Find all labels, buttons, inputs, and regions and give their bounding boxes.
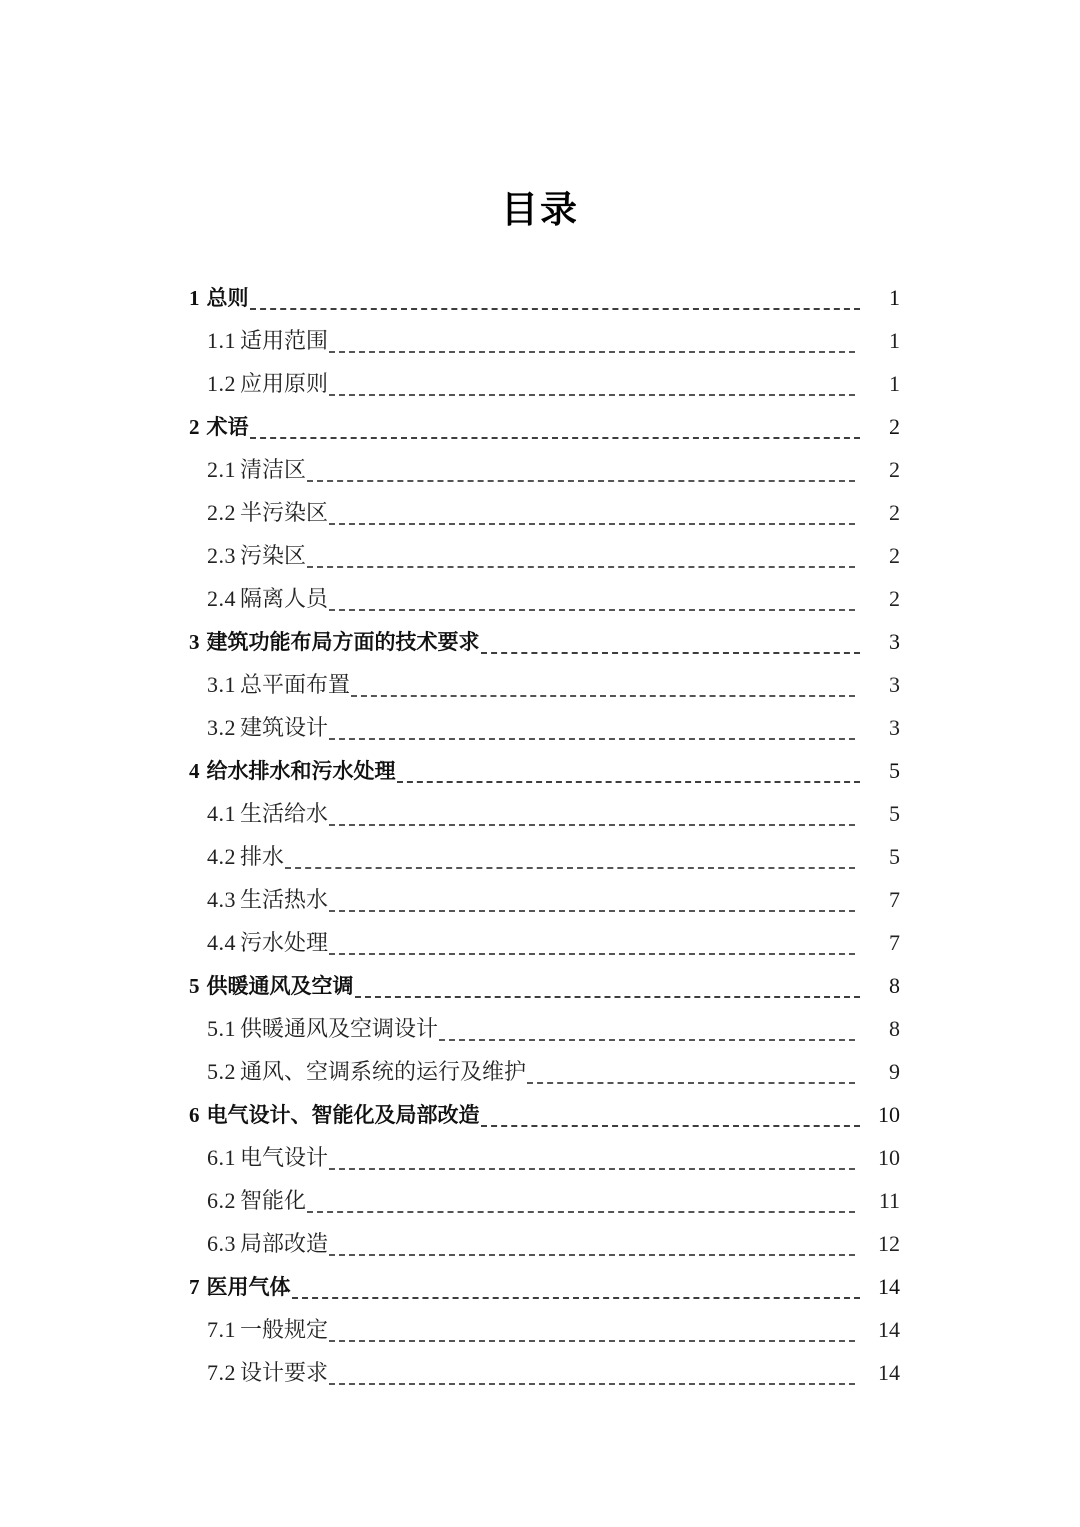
toc-entry-text bbox=[207, 1360, 328, 1386]
toc-leader-dots bbox=[307, 566, 855, 567]
toc-leader-dots bbox=[285, 867, 855, 868]
toc-entry-text bbox=[189, 1274, 291, 1300]
toc-entry-page-number: 2 bbox=[889, 414, 900, 439]
toc-entry-number: 2 bbox=[189, 415, 200, 439]
toc-entry[interactable] bbox=[0, 543, 1080, 586]
toc-entry-label: 局部改造 bbox=[240, 1231, 329, 1256]
toc-entry-number: 6.3 bbox=[207, 1231, 236, 1256]
toc-entry-page-number: 14 bbox=[878, 1317, 900, 1342]
toc-entry-label: 生活热水 bbox=[240, 887, 329, 912]
toc-leader-dots bbox=[355, 996, 861, 997]
toc-entry-text bbox=[207, 844, 284, 870]
toc-entry[interactable] bbox=[0, 1016, 1080, 1059]
toc-entry-number: 1.2 bbox=[207, 371, 236, 396]
toc-entry-label: 设计要求 bbox=[240, 1360, 329, 1385]
toc-entry-page-number: 14 bbox=[878, 1360, 900, 1385]
toc-entry-label: 给水排水和污水处理 bbox=[206, 759, 396, 783]
toc-leader-dots bbox=[351, 695, 855, 696]
toc-entry-label: 适用范围 bbox=[240, 328, 329, 353]
toc-entry-number: 1.1 bbox=[207, 328, 236, 353]
toc-entry[interactable] bbox=[0, 1188, 1080, 1231]
toc-entry[interactable] bbox=[0, 1360, 1080, 1403]
toc-entry-label: 电气设计 bbox=[240, 1145, 329, 1170]
toc-entry-text bbox=[207, 543, 306, 569]
toc-entry-label: 术语 bbox=[206, 415, 249, 439]
toc-entry[interactable] bbox=[0, 758, 1080, 801]
toc-entry[interactable] bbox=[0, 285, 1080, 328]
toc-entry[interactable] bbox=[0, 887, 1080, 930]
toc-leader-dots bbox=[329, 953, 855, 954]
toc-entry-page-number: 7 bbox=[889, 930, 900, 955]
toc-entry-text bbox=[207, 1059, 526, 1085]
toc-entry-text bbox=[207, 1231, 328, 1257]
toc-entry[interactable] bbox=[0, 672, 1080, 715]
toc-entry-text bbox=[207, 672, 350, 698]
toc-entry-number: 3 bbox=[189, 630, 200, 654]
toc-entry-label: 生活给水 bbox=[240, 801, 329, 826]
toc-leader-dots bbox=[307, 1211, 855, 1212]
toc-entry-text bbox=[207, 586, 328, 612]
toc-entry-number: 7.2 bbox=[207, 1360, 236, 1385]
toc-entry[interactable] bbox=[0, 328, 1080, 371]
toc-entry-label: 供暖通风及空调设计 bbox=[240, 1016, 439, 1041]
toc-leader-dots bbox=[329, 1340, 855, 1341]
toc-entry[interactable] bbox=[0, 500, 1080, 543]
toc-entry-text bbox=[207, 715, 328, 741]
toc-entry-text bbox=[207, 328, 328, 354]
toc-entry-number: 2.4 bbox=[207, 586, 236, 611]
toc-entry[interactable] bbox=[0, 1145, 1080, 1188]
toc-entry-label: 污染区 bbox=[240, 543, 307, 568]
toc-leader-dots bbox=[329, 523, 855, 524]
toc-entry[interactable] bbox=[0, 629, 1080, 672]
toc-entry-label: 应用原则 bbox=[240, 371, 329, 396]
toc-entry-number: 4.4 bbox=[207, 930, 236, 955]
toc-entry[interactable] bbox=[0, 715, 1080, 758]
toc-entry-page-number: 10 bbox=[878, 1145, 900, 1170]
toc-entry-number: 5.1 bbox=[207, 1016, 236, 1041]
toc-entry[interactable] bbox=[0, 371, 1080, 414]
toc-entry-label: 建筑功能布局方面的技术要求 bbox=[206, 630, 480, 654]
toc-entry-page-number: 3 bbox=[889, 629, 900, 654]
toc-entry-label: 总则 bbox=[206, 286, 249, 310]
toc-entry[interactable] bbox=[0, 586, 1080, 629]
toc-entry-number: 2.2 bbox=[207, 500, 236, 525]
toc-entry-text bbox=[189, 629, 480, 655]
toc-entry-label: 供暖通风及空调 bbox=[206, 974, 354, 998]
toc-entry-label: 清洁区 bbox=[240, 457, 307, 482]
toc-entry-text bbox=[189, 285, 249, 311]
toc-entry-number: 1 bbox=[189, 286, 200, 310]
toc-entry-label: 电气设计、智能化及局部改造 bbox=[206, 1103, 480, 1127]
toc-entry-number: 6 bbox=[189, 1103, 200, 1127]
toc-leader-dots bbox=[250, 308, 861, 309]
toc-entry-page-number: 3 bbox=[889, 672, 900, 697]
toc-entry-number: 3.1 bbox=[207, 672, 236, 697]
toc-entry-page-number: 2 bbox=[889, 586, 900, 611]
toc-leader-dots bbox=[527, 1082, 855, 1083]
toc-entry[interactable] bbox=[0, 457, 1080, 500]
toc-leader-dots bbox=[481, 652, 861, 653]
toc-leader-dots bbox=[329, 609, 855, 610]
toc-leader-dots bbox=[329, 394, 855, 395]
toc-entry-page-number: 1 bbox=[889, 371, 900, 396]
toc-leader-dots bbox=[397, 781, 861, 782]
toc-entry-page-number: 14 bbox=[878, 1274, 900, 1299]
toc-entry-label: 建筑设计 bbox=[240, 715, 329, 740]
toc-entry[interactable] bbox=[0, 1317, 1080, 1360]
toc-entry[interactable] bbox=[0, 844, 1080, 887]
toc-entry-page-number: 5 bbox=[889, 801, 900, 826]
toc-entry-number: 2.3 bbox=[207, 543, 236, 568]
toc-entry-page-number: 10 bbox=[878, 1102, 900, 1127]
page-title: 目录 bbox=[501, 188, 579, 231]
toc-entry-text bbox=[207, 930, 328, 956]
toc-entry[interactable] bbox=[0, 801, 1080, 844]
toc-entry-label: 智能化 bbox=[240, 1188, 307, 1213]
toc-entry-text bbox=[207, 371, 328, 397]
toc-entry-label: 排水 bbox=[240, 844, 285, 869]
toc-leader-dots bbox=[329, 1383, 855, 1384]
toc-entry-page-number: 2 bbox=[889, 457, 900, 482]
toc-entry-number: 7 bbox=[189, 1275, 200, 1299]
toc-leader-dots bbox=[329, 1168, 855, 1169]
toc-entry-page-number: 3 bbox=[889, 715, 900, 740]
toc-entry-number: 4.2 bbox=[207, 844, 236, 869]
toc-entry-page-number: 5 bbox=[889, 844, 900, 869]
toc-entry[interactable] bbox=[0, 1102, 1080, 1145]
toc-entry-label: 通风、空调系统的运行及维护 bbox=[240, 1059, 527, 1084]
toc-entry-text bbox=[189, 758, 396, 784]
toc-entry-number: 4 bbox=[189, 759, 200, 783]
toc-entry-label: 医用气体 bbox=[206, 1275, 291, 1299]
toc-entry-number: 3.2 bbox=[207, 715, 236, 740]
toc-entry-number: 4.1 bbox=[207, 801, 236, 826]
toc-entry-label: 一般规定 bbox=[240, 1317, 329, 1342]
toc-entry[interactable] bbox=[0, 414, 1080, 457]
toc-entry-number: 5 bbox=[189, 974, 200, 998]
toc-leader-dots bbox=[329, 824, 855, 825]
toc-entry-page-number: 5 bbox=[889, 758, 900, 783]
toc-leader-dots bbox=[329, 351, 855, 352]
toc-entry-page-number: 7 bbox=[889, 887, 900, 912]
toc-entry-text bbox=[207, 1145, 328, 1171]
toc-entry[interactable] bbox=[0, 1059, 1080, 1102]
toc-entry-page-number: 1 bbox=[889, 328, 900, 353]
toc-entry[interactable] bbox=[0, 1274, 1080, 1317]
toc-entry[interactable] bbox=[0, 1231, 1080, 1274]
toc-entry-page-number: 12 bbox=[878, 1231, 900, 1256]
toc-leader-dots bbox=[250, 437, 861, 438]
toc-entry-number: 5.2 bbox=[207, 1059, 236, 1084]
toc-entry-page-number: 1 bbox=[889, 285, 900, 310]
toc-leader-dots bbox=[329, 1254, 855, 1255]
toc-leader-dots bbox=[329, 738, 855, 739]
toc-entry[interactable] bbox=[0, 930, 1080, 973]
toc-entry-label: 隔离人员 bbox=[240, 586, 329, 611]
toc-leader-dots bbox=[329, 910, 855, 911]
toc-entry-text bbox=[207, 1188, 306, 1214]
toc-entry-label: 污水处理 bbox=[240, 930, 329, 955]
toc-entry-text bbox=[189, 973, 354, 999]
toc-entry-text bbox=[207, 1317, 328, 1343]
toc-entry-text bbox=[207, 1016, 438, 1042]
toc-entry[interactable] bbox=[0, 973, 1080, 1016]
toc-entry-text bbox=[207, 887, 328, 913]
toc-entry-text bbox=[207, 500, 328, 526]
toc-leader-dots bbox=[307, 480, 855, 481]
toc-entry-label: 总平面布置 bbox=[240, 672, 351, 697]
toc-entry-page-number: 9 bbox=[889, 1059, 900, 1084]
toc-entry-label: 半污染区 bbox=[240, 500, 329, 525]
toc-entry-page-number: 8 bbox=[889, 1016, 900, 1041]
toc-entry-page-number: 2 bbox=[889, 543, 900, 568]
toc-entry-text bbox=[207, 457, 306, 483]
toc-entry-number: 4.3 bbox=[207, 887, 236, 912]
toc-entry-page-number: 8 bbox=[889, 973, 900, 998]
toc-leader-dots bbox=[292, 1297, 861, 1298]
toc-entry-number: 6.1 bbox=[207, 1145, 236, 1170]
toc-entry-text bbox=[189, 1102, 480, 1128]
toc-leader-dots bbox=[439, 1039, 855, 1040]
toc-entry-number: 6.2 bbox=[207, 1188, 236, 1213]
toc-entry-number: 7.1 bbox=[207, 1317, 236, 1342]
toc-entry-page-number: 2 bbox=[889, 500, 900, 525]
toc-list bbox=[0, 285, 1080, 1403]
toc-entry-page-number: 11 bbox=[878, 1188, 900, 1213]
toc-entry-text bbox=[189, 414, 249, 440]
toc-entry-text bbox=[207, 801, 328, 827]
toc-leader-dots bbox=[481, 1125, 861, 1126]
toc-entry-number: 2.1 bbox=[207, 457, 236, 482]
